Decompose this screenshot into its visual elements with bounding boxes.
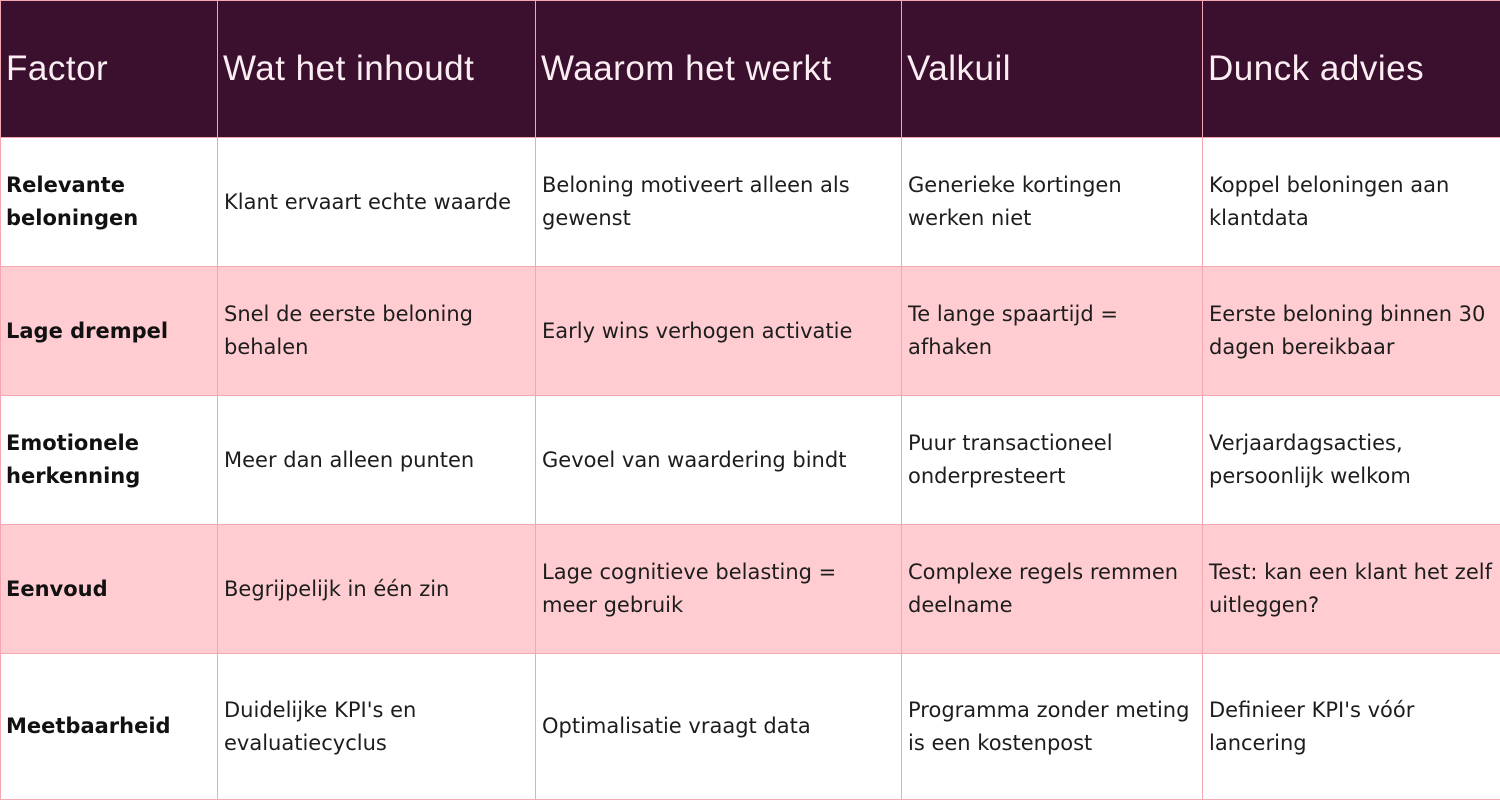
advice-cell: Koppel beloningen aan klantdata	[1203, 138, 1500, 267]
table-row	[1, 396, 1500, 525]
content-cell: Snel de eerste beloning behalen	[218, 267, 536, 396]
pitfall-cell: Programma zonder meting is een kostenpost	[902, 654, 1203, 800]
table-header	[1, 1, 1500, 138]
advice-cell: Verjaardagsacties, persoonlijk welkom	[1203, 396, 1500, 525]
content-cell: Begrijpelijk in één zin	[218, 525, 536, 654]
table-row	[1, 654, 1500, 800]
advice-cell: Eerste beloning binnen 30 dagen bereikbaar	[1203, 267, 1500, 396]
factor-cell: Lage drempel	[1, 267, 218, 396]
content-cell: Duidelijke KPI's en evaluatiecyclus	[218, 654, 536, 800]
header-dunck-advies: Dunck advies	[1203, 1, 1500, 138]
header-factor: Factor	[1, 1, 218, 138]
advice-cell: Definieer KPI's vóór lancering	[1203, 654, 1500, 800]
header-valkuil: Valkuil	[902, 1, 1203, 138]
factor-cell: Emotionele herkenning	[1, 396, 218, 525]
header-wat-het-inhoudt: Wat het inhoudt	[218, 1, 536, 138]
table-body	[1, 138, 1500, 800]
reason-cell: Early wins verhogen activatie	[536, 267, 902, 396]
pitfall-cell: Puur transactioneel onderpresteert	[902, 396, 1203, 525]
reason-cell: Lage cognitieve belasting = meer gebruik	[536, 525, 902, 654]
factor-cell: Relevante beloningen	[1, 138, 218, 267]
header-row	[1, 1, 1500, 138]
content-cell: Meer dan alleen punten	[218, 396, 536, 525]
pitfall-cell: Generieke kortingen werken niet	[902, 138, 1203, 267]
factor-cell: Meetbaarheid	[1, 654, 218, 800]
table-row	[1, 267, 1500, 396]
table-row	[1, 525, 1500, 654]
factor-cell: Eenvoud	[1, 525, 218, 654]
reason-cell: Optimalisatie vraagt data	[536, 654, 902, 800]
reason-cell: Gevoel van waardering bindt	[536, 396, 902, 525]
pitfall-cell: Complexe regels remmen deelname	[902, 525, 1203, 654]
reason-cell: Beloning motiveert alleen als gewenst	[536, 138, 902, 267]
advice-cell: Test: kan een klant het zelf uitleggen?	[1203, 525, 1500, 654]
table-row	[1, 138, 1500, 267]
header-waarom-het-werkt: Waarom het werkt	[536, 1, 902, 138]
pitfall-cell: Te lange spaartijd = afhaken	[902, 267, 1203, 396]
content-cell: Klant ervaart echte waarde	[218, 138, 536, 267]
